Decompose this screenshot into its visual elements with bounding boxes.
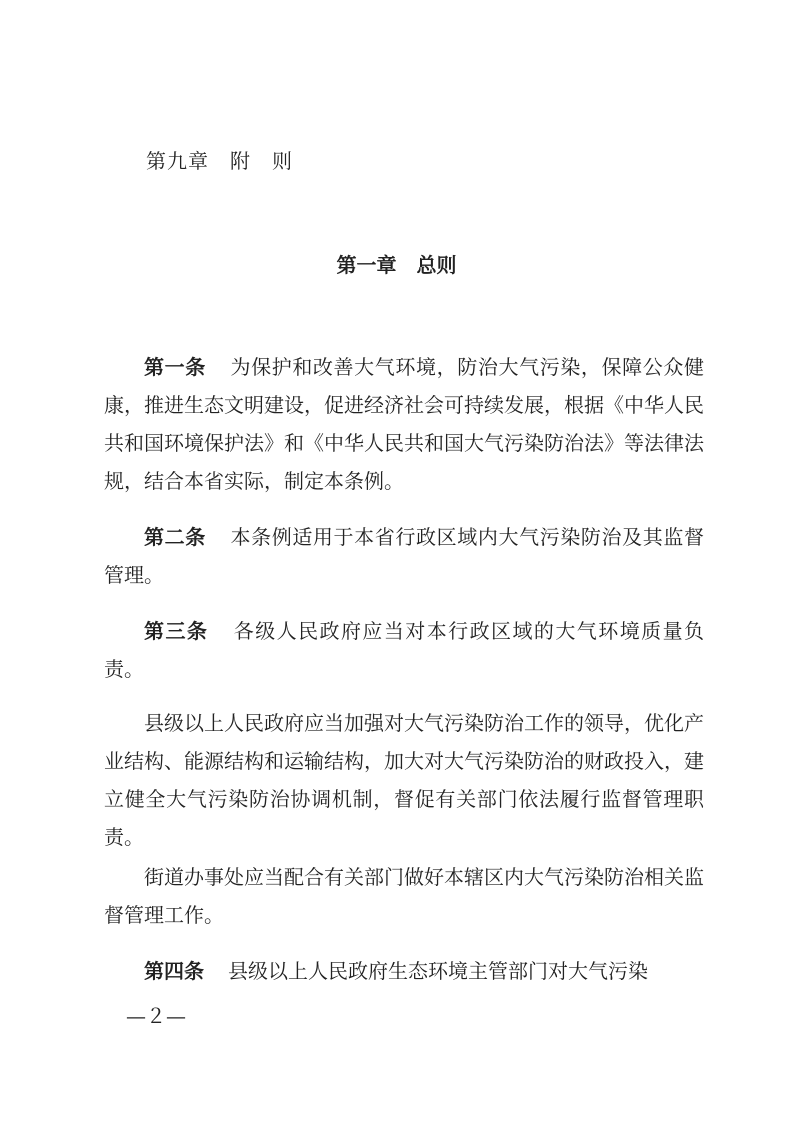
article-label: 第二条 — [144, 525, 206, 549]
article-2 — [104, 518, 704, 594]
page-number: —２— — [126, 1004, 186, 1028]
article-text: 本条例适用于本省行政区域内大气污染防治及其监督管理。 — [104, 525, 705, 587]
article-label: 第四条 — [144, 959, 204, 983]
article-3 — [104, 612, 704, 688]
article-3-paragraph-3 — [104, 858, 704, 934]
article-text: 各级人民政府应当对本行政区域的大气环境质量负责。 — [104, 619, 705, 681]
article-4 — [104, 952, 704, 990]
article-3-paragraph-2 — [104, 704, 704, 856]
toc-line: 第九章 附 则 — [146, 149, 293, 173]
paragraph-text: 街道办事处应当配合有关部门做好本辖区内大气污染防治相关监督管理工作。 — [104, 865, 704, 927]
article-text: 为保护和改善大气环境，防治大气污染，保障公众健康，推进生态文明建设，促进经济社会可持续发展，根据《中华人民共和国环境保护法》和《中华人民共和国大气污染防治法》等法律法规，结合本省实际，制定本条例。 — [104, 355, 705, 493]
paragraph-text: 县级以上人民政府应当加强对大气污染防治工作的领导，优化产业结构、能源结构和运输结构，加大对大气污染防治的财政投入，建立健全大气污染防治协调机制，督促有关部门依法履行监督管理职责。 — [104, 711, 704, 849]
article-text: 县级以上人民政府生态环境主管部门对大气污染 — [228, 959, 648, 983]
article-1 — [104, 348, 704, 500]
article-label: 第一条 — [144, 355, 206, 379]
chapter-title: 第一章 总则 — [336, 253, 457, 277]
article-label: 第三条 — [144, 619, 209, 643]
